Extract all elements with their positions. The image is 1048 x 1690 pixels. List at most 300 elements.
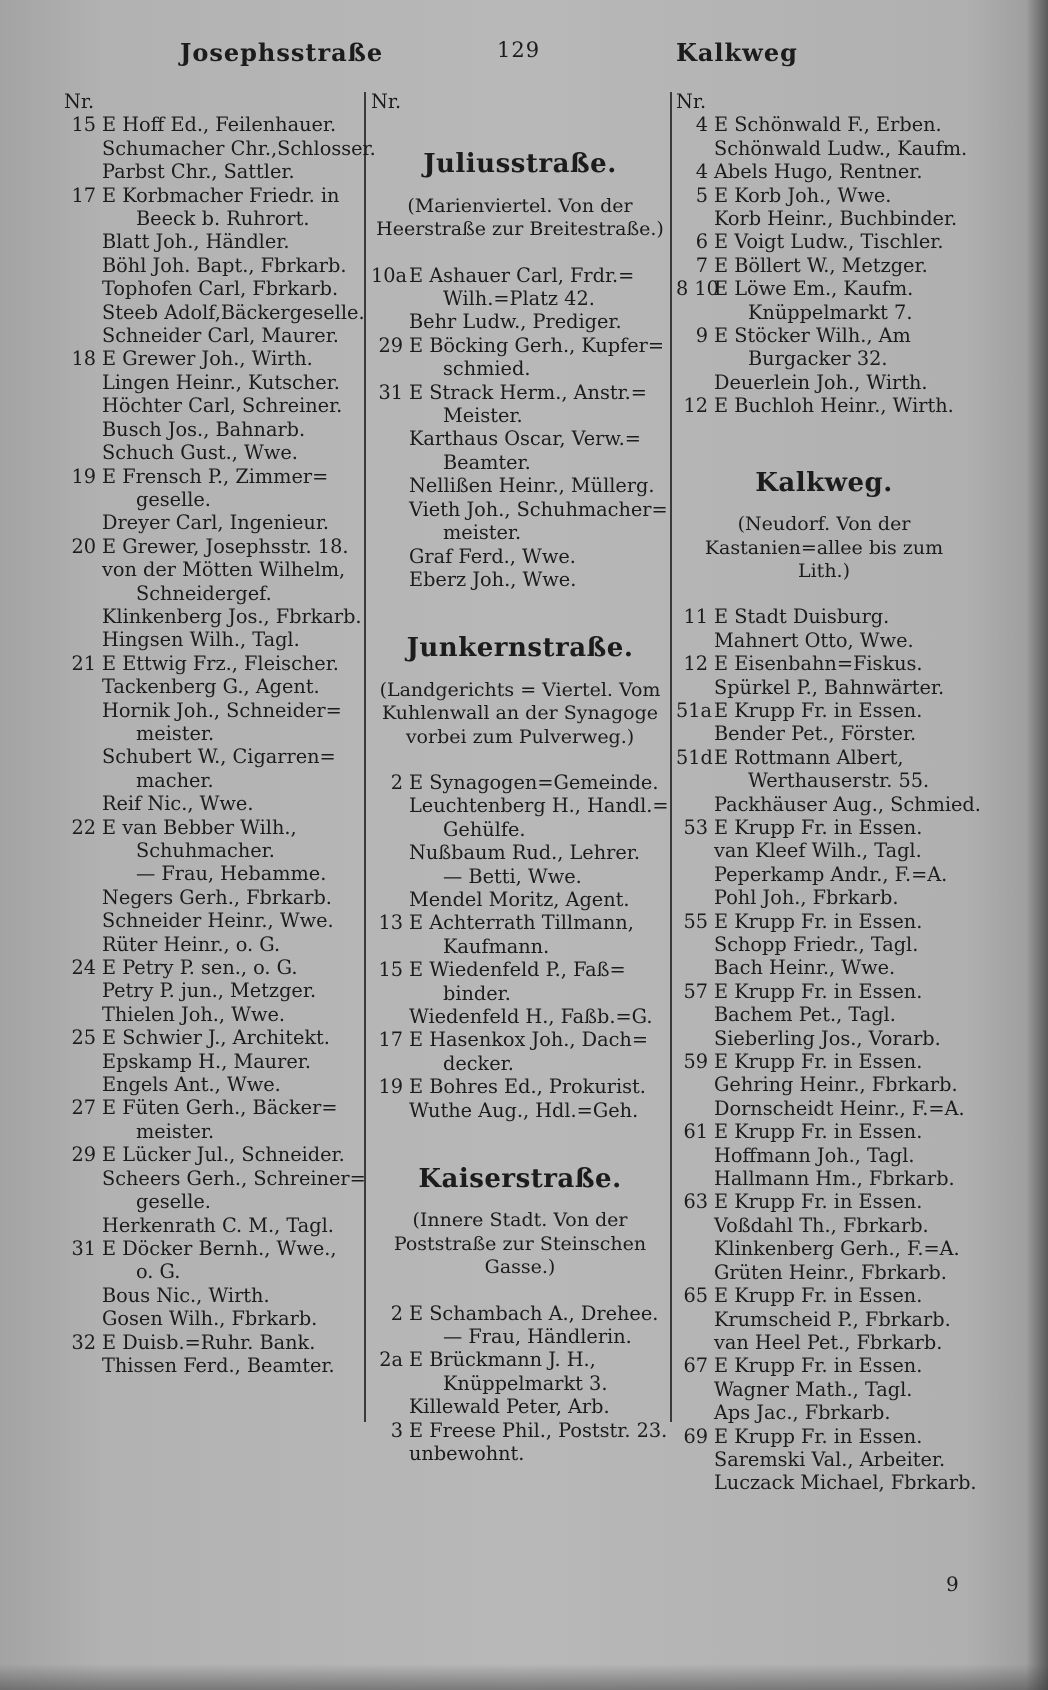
entry-text: Bender Pet., Förster.	[714, 722, 917, 746]
entry-text: Parbst Chr., Sattler.	[102, 160, 295, 184]
entry-text: Eberz Joh., Wwe.	[409, 567, 577, 591]
directory-entry	[676, 746, 972, 769]
entry-text: E van Bebber Wilh.,	[102, 815, 297, 839]
column-2	[371, 90, 669, 1466]
house-number: 17	[71, 183, 96, 207]
entry-text: Packhäuser Aug., Schmied.	[714, 792, 981, 816]
entry-text: Schneidergef.	[136, 581, 272, 605]
entry-text: Grüten Heinr., Fbrkarb.	[714, 1260, 947, 1284]
directory-entry	[371, 1325, 669, 1348]
entry-text: E Rottmann Albert,	[714, 745, 904, 769]
entry-text: E Krupp Fr. in Essen.	[714, 979, 923, 1003]
house-number: 2	[390, 1301, 403, 1325]
house-number: 31	[378, 380, 403, 404]
entry-text: E Brückmann J. H.,	[409, 1348, 596, 1372]
directory-entry	[64, 745, 360, 768]
entry-text: meister.	[136, 721, 215, 745]
entry-text: E Döcker Bernh., Wwe.,	[102, 1236, 337, 1260]
entry-text: Blatt Joh., Händler.	[102, 230, 290, 254]
house-number: 19	[378, 1075, 403, 1099]
entry-text: Busch Jos., Bahnarb.	[102, 417, 306, 441]
entry-text: E Krupp Fr. in Essen.	[714, 1050, 923, 1074]
house-number: 15	[378, 958, 403, 982]
directory-entry	[371, 982, 669, 1005]
directory-entry	[64, 277, 360, 300]
entry-text: meister.	[443, 521, 522, 545]
directory-entry	[371, 427, 669, 450]
entry-text: Engels Ant., Wwe.	[102, 1073, 281, 1097]
house-number: 6	[695, 230, 708, 254]
entry-text: Schuhmacher.	[136, 839, 275, 862]
directory-entry	[676, 980, 972, 1003]
directory-entry	[64, 1307, 360, 1330]
directory-entry	[371, 1005, 669, 1028]
directory-entry	[371, 568, 669, 591]
directory-entry	[676, 839, 972, 862]
directory-entry	[64, 1143, 360, 1166]
directory-entry	[64, 230, 360, 253]
directory-entry	[64, 347, 360, 370]
house-number: 22	[71, 815, 96, 839]
directory-entry	[64, 652, 360, 675]
house-number: 24	[71, 956, 96, 980]
entry-text: Negers Gerh., Fbrkarb.	[102, 885, 332, 909]
entry-text: Schubert W., Cigarren=	[102, 745, 336, 769]
entry-text: Spürkel P., Bahnwärter.	[714, 675, 945, 699]
directory-entry	[676, 605, 972, 628]
house-number: 11	[683, 605, 708, 629]
entry-text: E Korbmacher Friedr. in	[102, 183, 340, 207]
directory-entry	[676, 629, 972, 652]
entry-text: Bach Heinr., Wwe.	[714, 956, 896, 980]
entry-text: — Frau, Hebamme.	[136, 862, 327, 886]
entry-text: E Krupp Fr. in Essen.	[714, 1284, 923, 1308]
entry-text: Knüppelmarkt 7.	[748, 300, 913, 324]
house-number: 2	[390, 770, 403, 794]
entry-text: Scheers Gerh., Schreiner=	[102, 1166, 366, 1190]
entry-text: Abels Hugo, Rentner.	[714, 160, 923, 184]
entry-text: Dornscheidt Heinr., F.=A.	[714, 1096, 965, 1120]
street-description: (Neudorf. Von der Kastanien=allee bis zum Lith.)	[704, 513, 944, 582]
entry-text: von der Mötten Wilhelm,	[102, 558, 346, 582]
directory-entry	[371, 1442, 669, 1465]
directory-entry	[371, 818, 669, 841]
directory-entry	[676, 184, 972, 207]
directory-entry	[64, 113, 360, 136]
entry-text: Herkenrath C. M., Tagl.	[102, 1213, 334, 1237]
directory-entry	[676, 1144, 972, 1167]
page-bottom-shadow	[0, 1664, 1048, 1690]
entry-text: Petry P. jun., Metzger.	[102, 979, 317, 1003]
directory-entry	[676, 699, 972, 722]
nr-label: Nr.	[371, 90, 402, 113]
entry-text: E Freese Phil., Poststr. 23.	[409, 1418, 668, 1442]
entry-text: Wagner Math., Tagl.	[714, 1377, 913, 1401]
entry-text: Leuchtenberg H., Handl.=	[409, 794, 669, 818]
entry-text: Tophofen Carl, Fbrkarb.	[102, 277, 339, 301]
directory-entry	[371, 498, 669, 521]
entry-text: Gosen Wilh., Fbrkarb.	[102, 1307, 318, 1331]
entry-text: Behr Ludw., Prediger.	[409, 310, 622, 334]
house-number: 51a	[676, 698, 713, 722]
entry-text: Knüppelmarkt 3.	[443, 1371, 608, 1395]
entry-text: meister.	[136, 1119, 215, 1143]
house-number: 27	[71, 1096, 96, 1120]
directory-entry	[676, 676, 972, 699]
entry-text: Saremski Val., Arbeiter.	[714, 1447, 946, 1471]
entry-text: Sieberling Jos., Vorarb.	[714, 1026, 941, 1050]
street-description: (Innere Stadt. Von der Poststraße zur Steinschen Gasse.)	[393, 1209, 647, 1279]
entry-text: van Heel Pet., Fbrkarb.	[714, 1330, 943, 1354]
directory-entry	[64, 956, 360, 979]
entry-text: Graf Ferd., Wwe.	[409, 544, 576, 568]
directory-entry	[676, 230, 972, 253]
directory-entry	[371, 264, 669, 287]
directory-entry	[64, 535, 360, 558]
entry-text: decker.	[443, 1051, 514, 1075]
entry-text: E Schwier J., Architekt.	[102, 1026, 330, 1050]
house-number: 15	[71, 113, 96, 137]
directory-entry	[64, 886, 360, 909]
street-heading: Kaiserstraße.	[418, 1164, 622, 1195]
directory-entry	[371, 958, 669, 981]
entry-text: E Eisenbahn=Fiskus.	[714, 652, 923, 676]
entry-text: E Krupp Fr. in Essen.	[714, 1190, 923, 1214]
entry-text: geselle.	[136, 1190, 211, 1214]
house-number: 4	[695, 160, 708, 184]
entry-text: Wiedenfeld H., Faßb.=G.	[409, 1005, 653, 1028]
directory-entry	[64, 207, 360, 230]
entry-text: Bachem Pet., Tagl.	[714, 1003, 896, 1027]
directory-entry	[676, 1050, 972, 1073]
entry-text: Nußbaum Rud., Lehrer.	[409, 841, 640, 865]
directory-entry	[676, 1401, 972, 1424]
entry-text: E Füten Gerh., Bäcker=	[102, 1096, 338, 1120]
directory-entry	[676, 113, 972, 136]
entry-text: E Krupp Fr. in Essen.	[714, 698, 923, 722]
directory-entry	[676, 1425, 972, 1448]
directory-entry	[371, 1028, 669, 1051]
directory-entry	[371, 334, 669, 357]
directory-entry	[676, 1003, 972, 1026]
directory-entry	[64, 605, 360, 628]
directory-entry	[676, 816, 972, 839]
entry-text: E Krupp Fr. in Essen.	[714, 1120, 923, 1144]
house-number: 17	[378, 1028, 403, 1052]
entry-text: E Krupp Fr. in Essen.	[714, 1354, 923, 1378]
entry-text: o. G.	[136, 1260, 181, 1284]
entry-text: E Krupp Fr. in Essen.	[714, 909, 923, 933]
directory-entry	[676, 769, 972, 792]
entry-text: E Grewer, Josephsstr. 18.	[102, 534, 349, 558]
house-number: 25	[71, 1026, 96, 1050]
entry-text: E Korb Joh., Wwe.	[714, 183, 892, 207]
directory-entry	[676, 277, 972, 300]
directory-entry	[64, 465, 360, 488]
directory-entry	[64, 300, 365, 324]
directory-entry	[64, 441, 360, 464]
entry-text: Vieth Joh., Schuhmacher=	[409, 497, 668, 521]
house-number: 4	[695, 113, 708, 137]
directory-entry	[371, 911, 669, 934]
entry-text: binder.	[443, 981, 511, 1005]
entry-text: E Achterrath Tillmann,	[409, 911, 634, 935]
house-number: 20	[71, 534, 96, 558]
directory-entry	[676, 254, 972, 277]
directory-entry	[64, 1190, 360, 1213]
directory-entry	[64, 839, 360, 862]
entry-text: Hornik Joh., Schneider=	[102, 698, 342, 722]
directory-entry	[676, 347, 972, 370]
directory-entry	[64, 979, 360, 1002]
directory-entry	[64, 1166, 366, 1190]
directory-entry	[676, 1120, 972, 1143]
directory-entry	[64, 254, 360, 277]
entry-text: E Krupp Fr. in Essen.	[714, 1424, 923, 1448]
entry-text: Klinkenberg Jos., Fbrkarb.	[102, 604, 362, 628]
directory-entry	[64, 816, 360, 839]
directory-entry	[371, 545, 669, 568]
house-number: 32	[71, 1330, 96, 1354]
directory-entry	[676, 1027, 972, 1050]
entry-text: Pohl Joh., Fbrkarb.	[714, 886, 899, 910]
directory-entry	[64, 1073, 360, 1096]
entry-text: E Krupp Fr. in Essen.	[714, 815, 923, 839]
nr-label: Nr.	[64, 90, 95, 113]
house-number: 67	[683, 1354, 708, 1378]
entry-text: E Schönwald F., Erben.	[714, 113, 942, 137]
header-left-street: Josephsstraße	[180, 38, 384, 67]
directory-entry	[676, 652, 972, 675]
house-number: 61	[683, 1120, 708, 1144]
house-number: 69	[683, 1424, 708, 1448]
entry-text: van Kleef Wilh., Tagl.	[714, 839, 922, 863]
entry-text: E Buchloh Heinr., Wirth.	[714, 394, 954, 418]
house-number: 12	[683, 652, 708, 676]
directory-entry	[371, 381, 669, 404]
house-number: 55	[683, 909, 708, 933]
street-heading: Kalkweg.	[755, 467, 893, 498]
entry-text: Rüter Heinr., o. G.	[102, 932, 281, 956]
entry-text: Korb Heinr., Buchbinder.	[714, 207, 958, 231]
house-number: 9	[695, 324, 708, 348]
directory-entry	[64, 1354, 360, 1377]
entry-text: Meister.	[443, 404, 523, 428]
entry-text: Epskamp H., Maurer.	[102, 1049, 311, 1073]
column-1	[64, 90, 376, 1377]
entry-text: E Grewer Joh., Wirth.	[102, 347, 313, 371]
entry-text: Burgacker 32.	[748, 347, 888, 371]
house-number: 12	[683, 394, 708, 418]
page-edge-shadow	[1026, 0, 1048, 1690]
directory-entry	[371, 1348, 669, 1371]
entry-text: Nellißen Heinr., Müllerg.	[409, 474, 655, 498]
entry-text: E Schambach A., Drehee.	[409, 1301, 659, 1325]
directory-entry	[676, 863, 972, 886]
directory-entry	[64, 136, 376, 160]
house-number: 31	[71, 1236, 96, 1260]
entry-text: E Stadt Duisburg.	[714, 605, 890, 629]
directory-entry	[676, 1448, 972, 1471]
entry-text: E Wiedenfeld P., Faß=	[409, 958, 626, 982]
entry-text: Lingen Heinr., Kutscher.	[102, 370, 340, 394]
directory-entry	[676, 933, 972, 956]
entry-text: Schneider Carl, Maurer.	[102, 324, 339, 348]
entry-text: E Löwe Em., Kaufm.	[714, 277, 914, 301]
directory-entry	[371, 310, 669, 333]
directory-entry	[676, 160, 972, 183]
entry-text: Böhl Joh. Bapt., Fbrkarb.	[102, 253, 347, 277]
directory-entry	[371, 1395, 669, 1418]
directory-entry	[64, 582, 360, 605]
directory-entry	[676, 1097, 972, 1120]
directory-entry	[676, 207, 972, 230]
directory-entry	[64, 1050, 360, 1073]
directory-entry	[64, 933, 360, 956]
entry-text: Klinkenberg Gerh., F.=A.	[714, 1237, 960, 1261]
directory-entry	[371, 1052, 669, 1075]
house-number: 19	[71, 464, 96, 488]
entry-text: Schneider Heinr., Wwe.	[102, 909, 334, 933]
house-number: 2a	[379, 1348, 403, 1372]
entry-text: E Strack Herm., Anstr.=	[409, 380, 647, 404]
directory-entry	[64, 371, 360, 394]
entry-text: Steeb Adolf,Bäckergeselle.	[102, 300, 365, 324]
entry-text: Schuch Gust., Wwe.	[102, 441, 298, 465]
directory-entry	[371, 451, 669, 474]
directory-entry	[64, 558, 360, 581]
entry-text: E Frensch P., Zimmer=	[102, 464, 329, 488]
directory-entry	[676, 1284, 972, 1307]
entry-text: E Hasenkox Joh., Dach=	[409, 1028, 649, 1052]
directory-entry	[676, 1471, 977, 1495]
entry-text: schmied.	[443, 357, 531, 381]
house-number: 10a	[371, 263, 408, 287]
directory-entry	[676, 1261, 972, 1284]
directory-entry	[371, 1099, 669, 1122]
directory-entry	[676, 137, 972, 160]
column-divider-1	[364, 92, 366, 1422]
house-number: 65	[683, 1284, 708, 1308]
directory-entry	[676, 886, 972, 909]
house-number: 18	[71, 347, 96, 371]
entry-text: E Ettwig Frz., Fleischer.	[102, 651, 339, 675]
directory-entry	[371, 1372, 669, 1395]
house-number: 3	[390, 1418, 403, 1442]
directory-entry	[64, 699, 360, 722]
column-3	[676, 90, 981, 1495]
entry-text: Luczack Michael, Fbrkarb.	[714, 1471, 977, 1495]
entry-text: E Synagogen=Gemeinde.	[409, 770, 659, 794]
entry-text: E Böllert W., Metzger.	[714, 253, 928, 277]
entry-text: E Duisb.=Ruhr. Bank.	[102, 1330, 316, 1354]
directory-entry	[371, 794, 669, 817]
street-heading: Junkernstraße.	[406, 633, 634, 664]
entry-text: Deuerlein Joh., Wirth.	[714, 370, 928, 394]
entry-text: E Petry P. sen., o. G.	[102, 956, 298, 980]
entry-text: Bous Nic., Wirth.	[102, 1283, 270, 1307]
directory-entry	[676, 910, 972, 933]
entry-text: E Bohres Ed., Prokurist.	[409, 1075, 646, 1099]
directory-entry	[371, 841, 669, 864]
entry-text: E Stöcker Wilh., Am	[714, 324, 911, 348]
entry-text: Reif Nic., Wwe.	[102, 792, 254, 816]
directory-entry	[64, 394, 360, 417]
entry-text: E Lücker Jul., Schneider.	[102, 1143, 345, 1167]
directory-entry	[676, 1214, 972, 1237]
directory-entry	[64, 511, 360, 534]
entry-text: unbewohnt.	[409, 1442, 525, 1466]
entry-text: Hallmann Hm., Fbrkarb.	[714, 1167, 955, 1191]
header-right-street: Kalkweg	[676, 38, 798, 67]
directory-entry	[676, 301, 972, 324]
entry-text: Voßdahl Th., Fbrkarb.	[714, 1213, 929, 1237]
directory-entry	[64, 1284, 360, 1307]
directory-entry	[64, 792, 360, 815]
directory-entry	[371, 287, 669, 310]
directory-entry	[676, 792, 981, 816]
entry-text: Beamter.	[443, 450, 531, 474]
entry-text: Schumacher Chr.,Schlosser.	[102, 136, 376, 160]
directory-entry	[64, 184, 360, 207]
house-number: 21	[71, 651, 96, 675]
entry-text: Schopp Friedr., Tagl.	[714, 933, 919, 956]
directory-entry	[64, 722, 360, 745]
entry-text: Killewald Peter, Arb.	[409, 1395, 610, 1419]
directory-entry	[64, 1237, 360, 1260]
entry-text: — Betti, Wwe.	[443, 864, 582, 888]
house-number: 59	[683, 1050, 708, 1074]
entry-text: Karthaus Oscar, Verw.=	[409, 427, 641, 451]
directory-entry	[64, 1260, 360, 1283]
directory-entry	[64, 418, 360, 441]
entry-text: Mahnert Otto, Wwe.	[714, 628, 914, 652]
house-number: 29	[71, 1143, 96, 1167]
directory-entry	[371, 1075, 669, 1098]
house-number: 7	[695, 253, 708, 277]
directory-entry	[64, 909, 360, 932]
directory-entry	[64, 488, 360, 511]
street-heading: Juliusstraße.	[423, 149, 617, 180]
entry-text: Wilh.=Platz 42.	[443, 287, 595, 311]
house-number: 57	[683, 979, 708, 1003]
entry-text: — Frau, Händlerin.	[443, 1325, 632, 1349]
entry-text: geselle.	[136, 487, 211, 511]
entry-text: Beeck b. Ruhrort.	[136, 207, 310, 231]
directory-entry	[676, 1190, 972, 1213]
directory-entry	[371, 521, 669, 544]
directory-entry	[371, 865, 669, 888]
entry-text: Thielen Joh., Wwe.	[102, 1002, 285, 1026]
directory-entry	[676, 371, 972, 394]
directory-entry	[64, 1120, 360, 1143]
entry-text: Wuthe Aug., Hdl.=Geh.	[409, 1098, 639, 1122]
directory-entry	[371, 888, 669, 911]
directory-entry	[371, 1302, 669, 1325]
directory-entry	[676, 1331, 972, 1354]
entry-text: Werthauserstr. 55.	[748, 769, 930, 793]
directory-entry	[676, 324, 972, 347]
header-page-number: 129	[497, 38, 541, 62]
house-number: 13	[378, 911, 403, 935]
directory-entry	[676, 1237, 972, 1260]
entry-text: E Voigt Ludw., Tischler.	[714, 230, 944, 254]
directory-entry	[64, 769, 360, 792]
street-description: (Landgerichts = Viertel. Vom Kuhlenwall an der Synagoge vorbei zum Pulverweg.)	[379, 678, 661, 748]
entry-text: Krumscheid P., Fbrkarb.	[714, 1307, 951, 1331]
entry-text: Tackenberg G., Agent.	[102, 675, 320, 699]
directory-entry	[64, 1331, 360, 1354]
